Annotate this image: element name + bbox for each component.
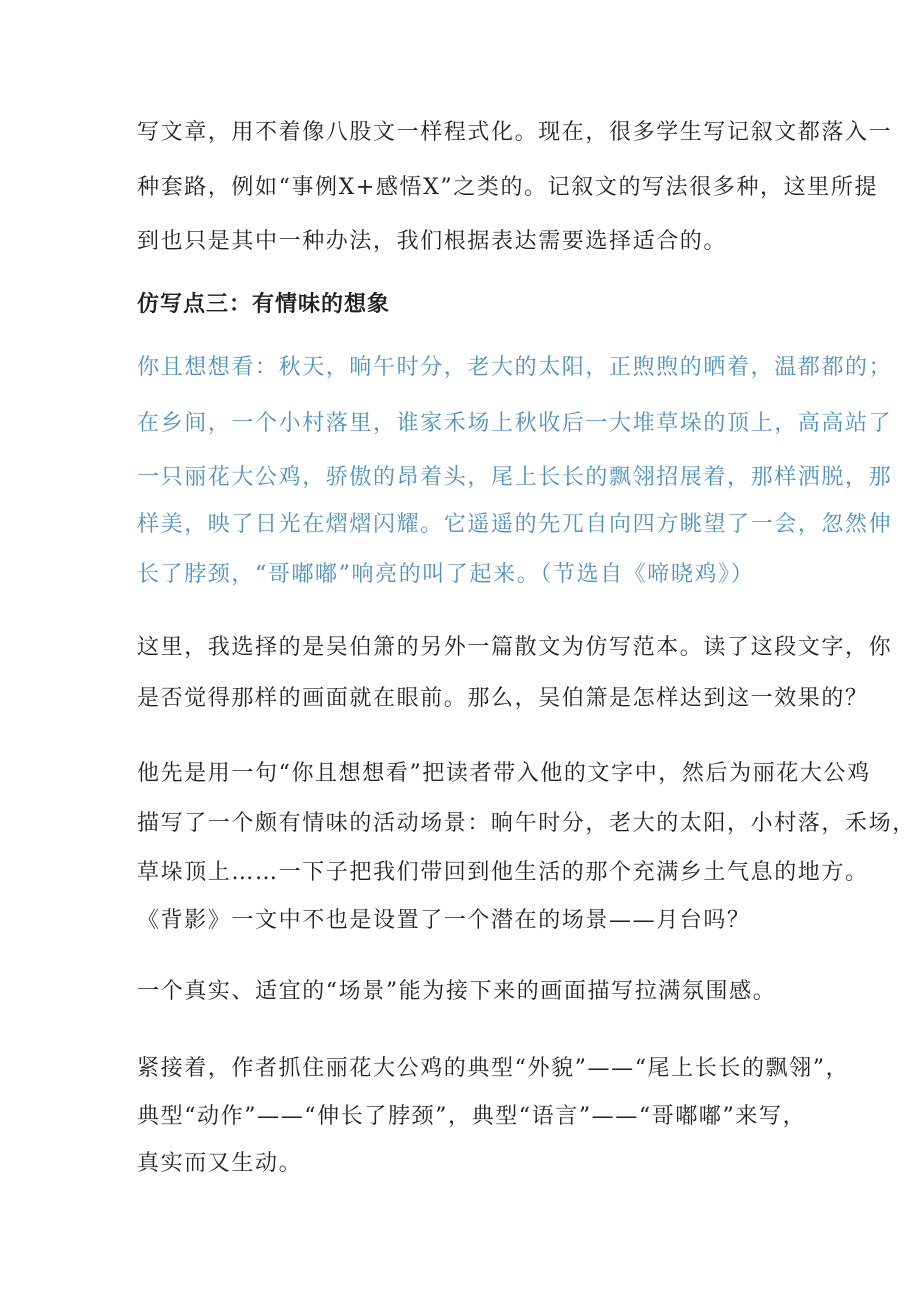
quote-line: 在乡间，一个小村落里，谁家禾场上秋收后一大堆草垛的顶上，高高站了	[137, 411, 893, 436]
text-line: 种套路，例如“事例X+感悟X”之类的。记叙文的写法很多种，这里所提	[137, 175, 879, 200]
text-line: 一个真实、适宜的“场景”能为接下来的画面描写拉满氛围感。	[137, 979, 777, 1004]
heading-text: 仿写点三：有情味的想象	[137, 292, 391, 317]
text-line: 《背影》一文中不也是设置了一个潜在的场景——月台吗？	[137, 908, 751, 933]
text-line: 这里，我选择的是吴伯箫的另外一篇散文为仿写范本。读了这段文字，你	[137, 635, 893, 660]
text-line: 紧接着，作者抓住丽花大公鸡的典型“外貌”——“尾上长长的飘翎”，	[137, 1056, 850, 1081]
text-line: 他先是用一句“你且想想看”把读者带入他的文字中，然后为丽花大公鸡	[137, 761, 871, 786]
quote-line: 样美，映了日光在熠熠闪耀。它遥遥的先兀自向四方眺望了一会，忽然伸	[137, 512, 893, 537]
quote-line: 你且想想看：秋天，晌午时分，老大的太阳，正煦煦的晒着，温都都的；	[137, 355, 893, 380]
text-line: 草垛顶上……一下子把我们带回到他生活的那个充满乡土气息的地方。	[137, 860, 869, 885]
text-line: 典型“动作”——“伸长了脖颈”，典型“语言”——“哥嘟嘟”来写，	[137, 1104, 807, 1129]
text-line: 真实而又生动。	[137, 1151, 303, 1176]
text-line: 是否觉得那样的画面就在眼前。那么，吴伯箫是怎样达到这一效果的？	[137, 686, 869, 711]
text-line: 描写了一个颇有情味的活动场景：晌午时分，老大的太阳，小村落，禾场，	[137, 811, 916, 836]
quote-line: 一只丽花大公鸡，骄傲的昂着头，尾上长长的飘翎招展着，那样洒脱，那	[137, 465, 893, 490]
text-line: 写文章，用不着像八股文一样程式化。现在，很多学生写记叙文都落入一	[137, 120, 893, 145]
quote-line: 长了脖颈，“哥嘟嘟”响亮的叫了起来。（节选自《啼晓鸡》）	[137, 562, 755, 587]
text-line: 到也只是其中一种办法，我们根据表达需要选择适合的。	[137, 229, 728, 254]
